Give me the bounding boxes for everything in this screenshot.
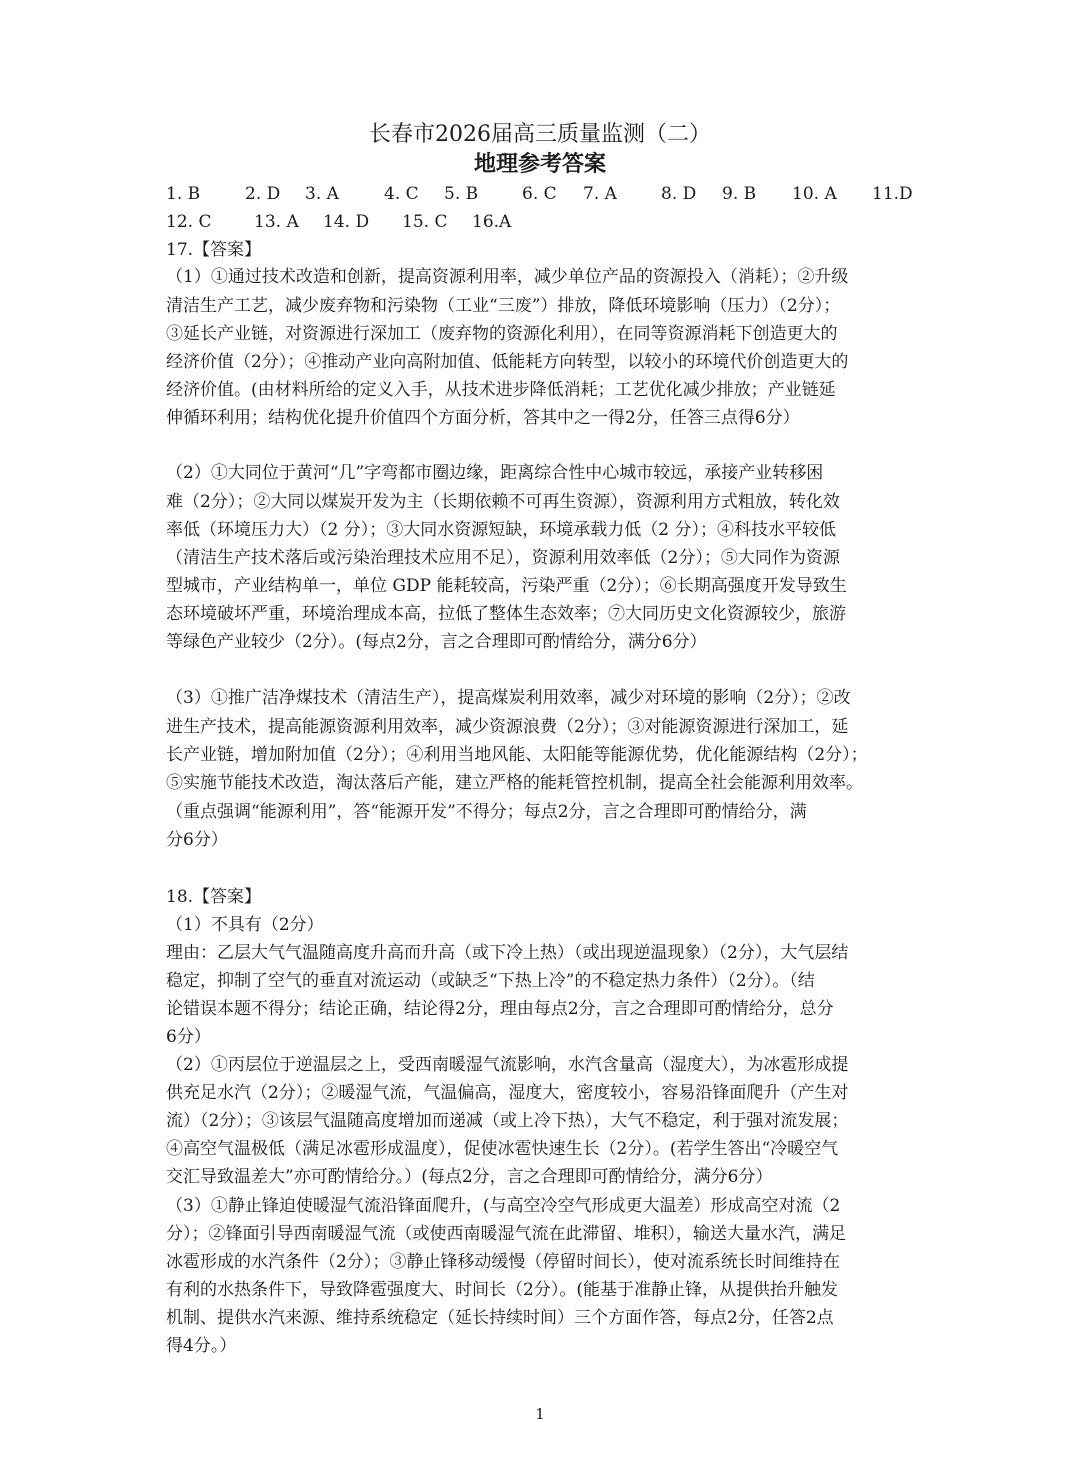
text-line: 流）（2分）；③该层气温随高度增加而递减（或上冷下热），大气不稳定，利于强对流发展； — [166, 1111, 849, 1131]
page-subtitle: 地理参考答案 — [473, 151, 606, 177]
text-line: 机制、提供水汽来源、维持系统稳定（延长持续时间）三个方面作答，每点2分，任答2点 — [166, 1308, 834, 1328]
text-line: （重点强调“能源利用”，答“能源开发”不得分；每点2分，言之合理即可酌情给分，满 — [166, 802, 807, 822]
text-line: （1）①通过技术改造和创新，提高资源利用率，减少单位产品的资源投入（消耗）；②升级 — [166, 267, 849, 287]
text-line: ⑤实施节能技术改造，淘汰落后产能，建立严格的能耗管控机制，提高全社会能源利用效率。 — [166, 773, 863, 793]
answer-item: 7. A — [583, 184, 617, 204]
text-line: 经济价值（2分）；④推动产业向高附加值、低能耗方向转型，以较小的环境代价创造更大的 — [166, 352, 849, 372]
answer-item: 12. C — [166, 212, 212, 232]
text-line: 6分） — [166, 1027, 211, 1047]
text-line: 伸循环利用；结构优化提升价值四个方面分析，答其中之一得2分，任答三点得6分） — [166, 408, 800, 428]
text-line: 供充足水汽（2分）；②暖湿气流，气温偏高，湿度大，密度较小，容易沿锋面爬升（产生对 — [166, 1083, 849, 1103]
text-line: 17.【答案】 — [166, 240, 262, 260]
answer-item: 4. C — [384, 184, 419, 204]
text-line: 进生产技术，提高能源资源利用效率，减少资源浪费（2分）；③对能源资源进行深加工，延 — [166, 717, 849, 737]
answer-item: 9. B — [722, 184, 757, 204]
answer-item: 2. D — [245, 184, 281, 204]
text-line: 得4分。） — [166, 1336, 237, 1356]
text-line: 分）；②锋面引导西南暖湿气流（或使西南暖湿气流在此滞留、堆积），输送大量水汽，满足 — [166, 1224, 846, 1244]
text-line: （3）①推广洁净煤技术（清洁生产），提高煤炭利用效率，减少对环境的影响（2分）；②改 — [166, 688, 851, 708]
answer-item: 10. A — [792, 184, 837, 204]
text-line: 经济价值。(由材料所给的定义入手，从技术进步降低消耗；工艺优化减少排放；产业链延 — [166, 380, 836, 400]
text-line: 稳定，抑制了空气的垂直对流运动（或缺乏“下热上冷”的不稳定热力条件）（2分）。（结 — [166, 971, 815, 991]
answer-item: 8. D — [661, 184, 697, 204]
page-number: 1 — [535, 1405, 545, 1423]
page-title: 长春市2026届高三质量监测（二） — [369, 122, 711, 147]
text-line: 态环境破坏严重，环境治理成本高，拉低了整体生态效率；⑦大同历史文化资源较少，旅游 — [166, 604, 846, 624]
answer-item: 5. B — [444, 184, 479, 204]
text-line: 分6分） — [166, 830, 228, 850]
answer-item: 3. A — [305, 184, 339, 204]
answer-item: 14. D — [323, 212, 370, 232]
text-line: 论错误本题不得分；结论正确，结论得2分，理由每点2分，言之合理即可酌情给分，总分 — [166, 999, 834, 1019]
text-line: （清洁生产技术落后或污染治理技术应用不足），资源利用效率低（2分）；⑤大同作为资源 — [166, 548, 840, 568]
answer-item: 15. C — [402, 212, 448, 232]
answer-item: 1. B — [166, 184, 201, 204]
text-line: 有利的水热条件下，导致降雹强度大、时间长（2分）。(能基于准静止锋，从提供抬升触发 — [166, 1280, 838, 1300]
text-line: 18.【答案】 — [166, 887, 262, 907]
text-line: （3）①静止锋迫使暖湿气流沿锋面爬升，(与高空冷空气形成更大温差）形成高空对流（2 — [166, 1196, 841, 1216]
text-line: 清洁生产工艺，减少废弃物和污染物（工业“三废”）排放，降低环境影响（压力）（2分）； — [166, 296, 841, 316]
text-line: 等绿色产业较少（2分）。(每点2分，言之合理即可酌情给分，满分6分） — [166, 632, 707, 652]
text-line: ③延长产业链，对资源进行深加工（废弃物的资源化利用），在同等资源消耗下创造更大的 — [166, 324, 838, 344]
text-line: 难（2分）；②大同以煤炭开发为主（长期依赖不可再生资源），资源利用方式粗放，转化效 — [166, 492, 840, 512]
text-line: 型城市，产业结构单一，单位 GDP 能耗较高，污染严重（2分）；⑥长期高强度开发导致生 — [166, 576, 847, 596]
text-line: （1）不具有（2分） — [166, 915, 324, 935]
text-line: （2）①丙层位于逆温层之上，受西南暖湿气流影响，水汽含量高（湿度大），为冰雹形成提 — [166, 1055, 849, 1075]
text-line: 长产业链，增加附加值（2分）；④利用当地风能、太阳能等能源优势，优化能源结构（2分）； — [166, 745, 868, 765]
text-line: 冰雹形成的水汽条件（2分）；③静止锋移动缓慢（停留时间长），使对流系统长时间维持在 — [166, 1252, 840, 1272]
text-line: 交汇导致温差大”亦可酌情给分。）(每点2分，言之合理即可酌情给分，满分6分） — [166, 1167, 773, 1187]
text-line: 率低（环境压力大）（2 分）；③大同水资源短缺，环境承载力低（2 分）；④科技水平较低 — [166, 520, 836, 540]
answer-item: 13. A — [254, 212, 299, 232]
text-line: ④高空气温极低（满足冰雹形成温度），促使冰雹快速生长（2分）。(若学生答出“冷暖空气 — [166, 1139, 839, 1159]
answer-item: 6. C — [522, 184, 557, 204]
text-line: （2）①大同位于黄河“几”字弯都市圈边缘，距离综合性中心城市较远，承接产业转移困 — [166, 463, 824, 483]
answer-item: 11.D — [872, 184, 913, 204]
text-line: 理由：乙层大气气温随高度升高而升高（或下冷上热）（或出现逆温现象）（2分），大气层结 — [166, 943, 849, 963]
answer-item: 16.A — [472, 212, 512, 232]
